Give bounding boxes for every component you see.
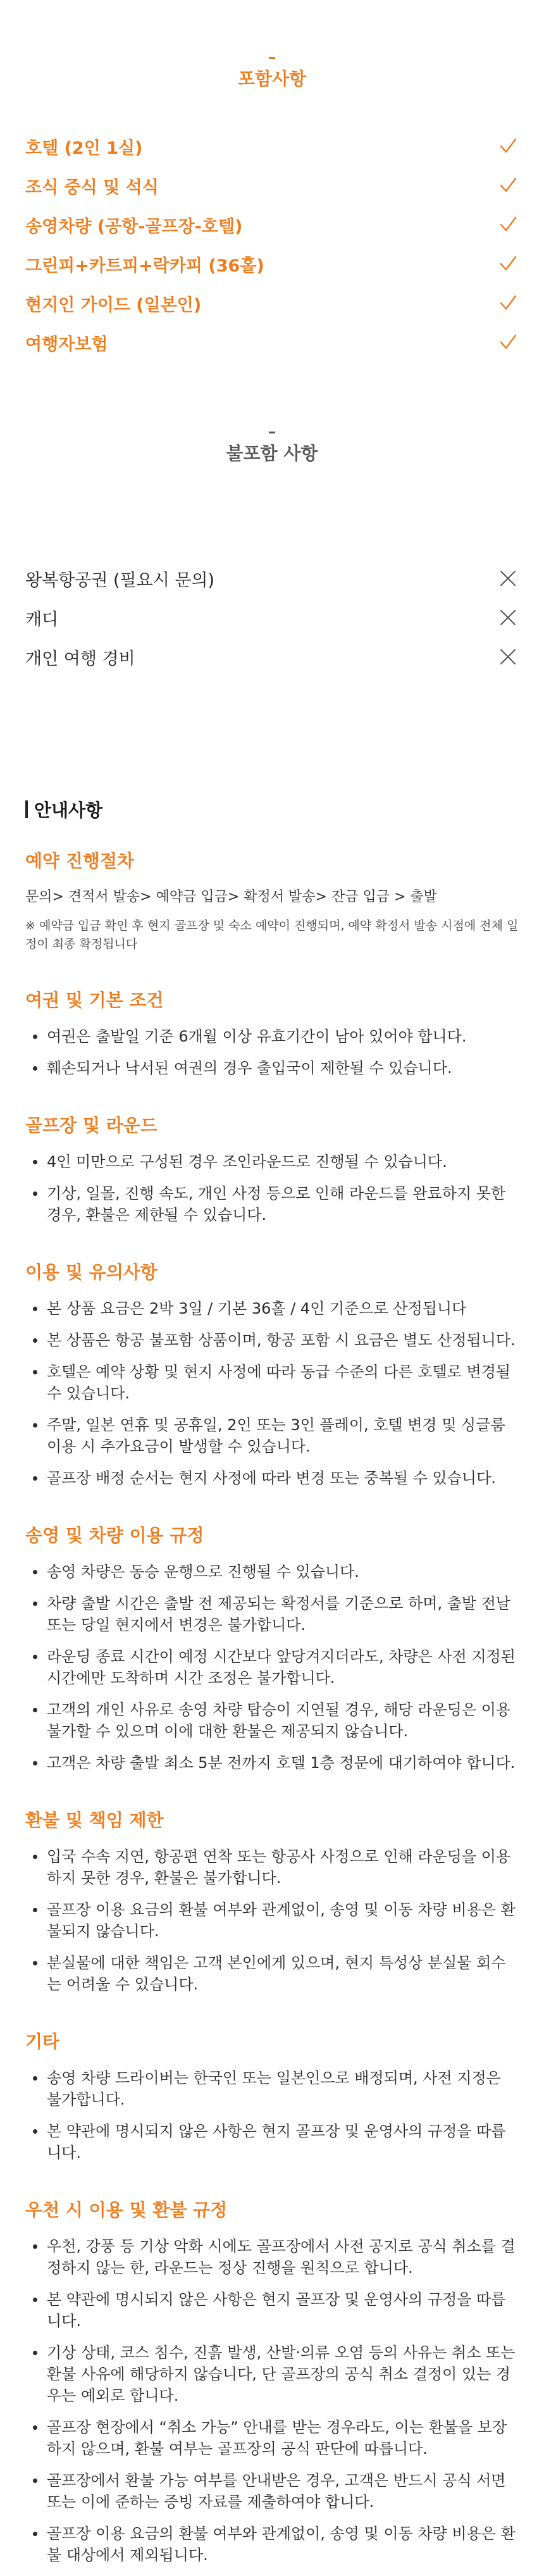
bullet-item: 기상 상태, 코스 침수, 진흙 발생, 산발·의류 오염 등의 사유는 취소 또는 환불 사유에 해당하지 않습니다, 단 골프장의 공식 취소 결정이 있는 경우는 예외로 합니다. (25, 2342, 519, 2406)
bullet-item: 분실물에 대한 책임은 고객 본인에게 있으며, 현지 특성상 분실물 회수는 어려울 수 있습니다. (25, 1952, 519, 1995)
included-item-label: 여행자보험 (25, 334, 108, 354)
included-item-label: 송영차량 (공항-골프장-호텔) (25, 216, 243, 237)
info-subsection (25, 2196, 519, 2566)
info-subsection (25, 2028, 519, 2163)
bullet-item: 고객은 차량 출발 최소 5분 전까지 호텔 1층 정문에 대기하여야 합니다. (25, 1752, 519, 1774)
bullet-list (25, 2236, 519, 2566)
check-icon (497, 175, 519, 196)
included-item (25, 323, 519, 362)
bullet-item: 주말, 일본 연휴 및 공휴일, 2인 또는 3인 플레이, 호텔 변경 및 싱글룸 이용 시 추가요금이 발생할 수 있습니다. (25, 1414, 519, 1457)
included-header (25, 0, 519, 127)
included-item (25, 205, 519, 244)
bullet-item: 본 약관에 명시되지 않은 사항은 현지 골프장 및 운영사의 규정을 따릅니다. (25, 2289, 519, 2332)
info-title (25, 797, 519, 822)
excluded-list (25, 542, 519, 676)
bullet-item: 골프장 이용 요금의 환불 여부와 관계없이, 송영 및 이동 차량 비용은 환불되지 않습니다. (25, 1899, 519, 1942)
title-bar (25, 800, 28, 818)
info-sections (25, 847, 519, 2566)
excluded-item-label: 캐디 (25, 609, 59, 630)
bullet-list (25, 1026, 519, 1079)
included-item-label: 조식 중식 및 석식 (25, 177, 159, 197)
included-item-label: 현지인 가이드 (일본인) (25, 295, 202, 315)
close-icon (497, 646, 519, 668)
close-icon (497, 568, 519, 589)
subsection-heading: 예약 진행절차 (25, 850, 135, 871)
bullet-item: 본 약관에 명시되지 않은 사항은 현지 골프장 및 운영사의 규정을 따릅니다. (25, 2120, 519, 2163)
info-subsection (25, 1112, 519, 1226)
bullet-item: 호텔은 예약 상황 및 현지 사정에 따라 동급 수준의 다른 호텔로 변경될 수 있습니다. (25, 1361, 519, 1404)
bullet-item: 기상, 일몰, 진행 속도, 개인 사정 등으로 인해 라운드를 완료하지 못한 경우, 환불은 제한될 수 있습니다. (25, 1183, 519, 1226)
check-icon (497, 332, 519, 353)
subsection-heading: 이용 및 유의사항 (25, 1262, 158, 1283)
bullet-item: 4인 미만으로 구성된 경우 조인라운드로 진행될 수 있습니다. (25, 1151, 519, 1173)
excluded-item (25, 598, 519, 637)
bullet-item: 차량 출발 시간은 출발 전 제공되는 확정서를 기준으로 하며, 출발 전날 또는 당일 현지에서 변경은 불가합니다. (25, 1593, 519, 1636)
bullet-item: 송영 차량은 동승 운행으로 진행될 수 있습니다. (25, 1561, 519, 1583)
included-item (25, 283, 519, 323)
check-icon (497, 214, 519, 235)
included-item-label: 호텔 (2인 1실) (25, 138, 143, 158)
excluded-item-label: 개인 여행 경비 (25, 649, 135, 669)
excluded-item (25, 559, 519, 598)
bullet-list (25, 1561, 519, 1774)
bullet-item: 골프장 배정 순서는 현지 사정에 따라 변경 또는 중복될 수 있습니다. (25, 1467, 519, 1489)
bullet-item: 훼손되거나 낙서된 여권의 경우 출입국이 제한될 수 있습니다. (25, 1057, 519, 1079)
bullet-item: 본 상품은 항공 불포함 상품이며, 항공 포함 시 요금은 별도 산정됩니다. (25, 1329, 519, 1351)
bullet-list (25, 2067, 519, 2163)
subsection-heading: 송영 및 차량 이용 규정 (25, 1525, 204, 1546)
bullet-item: 골프장에서 환불 가능 여부를 안내받은 경우, 고객은 반드시 공식 서면 또는 이에 준하는 증빙 자료를 제출하여야 합니다. (25, 2470, 519, 2513)
excluded-item-label: 왕복항공권 (필요시 문의) (25, 570, 215, 590)
bullet-item: 입국 수속 지연, 항공편 연착 또는 항공사 사정으로 인해 라운딩을 이용하지 못한 경우, 환불은 불가합니다. (25, 1846, 519, 1889)
bullet-item: 우천, 강풍 등 기상 악화 시에도 골프장에서 사전 공지로 공식 취소를 결정하지 않는 한, 라운드는 정상 진행을 원칙으로 합니다. (25, 2236, 519, 2279)
bullet-item: 본 상품 요금은 2박 3일 / 기본 36홀 / 4인 기준으로 산정됩니다 (25, 1298, 519, 1319)
included-item-label: 그린피+카트피+락카피 (36홀) (25, 256, 264, 276)
info-subsection (25, 986, 519, 1079)
info-subsection (25, 847, 519, 954)
included-item (25, 166, 519, 205)
close-icon (497, 607, 519, 628)
included-title: 포함사항 (237, 68, 307, 89)
subsection-heading: 환불 및 책임 제한 (25, 1810, 164, 1831)
bullet-item: 여권은 출발일 기준 6개월 이상 유효기간이 남아 있어야 합니다. (25, 1026, 519, 1047)
bullet-item: 라운딩 종료 시간이 예정 시간보다 앞당겨지더라도, 차량은 사전 지정된 시간에만 도착하며 시간 조정은 불가합니다. (25, 1646, 519, 1689)
info-subsection (25, 1522, 519, 1774)
included-item (25, 244, 519, 283)
header-dash (269, 57, 275, 59)
check-icon (497, 253, 519, 275)
bullet-item: 골프장 이용 요금의 환불 여부와 관계없이, 송영 및 이동 차량 비용은 환불 대상에서 제외됩니다. (25, 2523, 519, 2566)
info-subsection (25, 1807, 519, 1995)
bullet-list (25, 1846, 519, 1995)
check-icon (497, 135, 519, 157)
subsection-note: ※ 예약금 입금 확인 후 현지 골프장 및 숙소 예약이 진행되며, 예약 확정서 발송 시점에 전체 일정이 최종 확정됩니다 (25, 919, 519, 951)
check-icon (497, 292, 519, 314)
included-item (25, 127, 519, 166)
bullet-item: 고객의 개인 사유로 송영 차량 탑승이 지연될 경우, 해당 라운딩은 이용 불가할 수 있으며 이에 대한 환불은 제공되지 않습니다. (25, 1699, 519, 1742)
bullet-list (25, 1298, 519, 1489)
excluded-item (25, 637, 519, 676)
subsection-heading: 골프장 및 라운드 (25, 1115, 158, 1136)
info-subsection (25, 1259, 519, 1489)
excluded-title: 불포함 사항 (226, 443, 318, 464)
subsection-heading: 우천 시 이용 및 환불 규정 (25, 2200, 228, 2220)
header-dash (269, 432, 275, 433)
subsection-text: 문의> 견적서 발송> 예약금 입금> 확정서 발송> 잔금 입금 > 출발 (25, 889, 437, 905)
bullet-list (25, 1151, 519, 1226)
info-title-text: 안내사항 (34, 800, 103, 821)
excluded-header (25, 362, 519, 542)
bullet-item: 골프장 현장에서 “취소 가능” 안내를 받는 경우라도, 이는 환불을 보장하지 않으며, 환불 여부는 골프장의 공식 판단에 따릅니다. (25, 2417, 519, 2460)
subsection-heading: 기타 (25, 2031, 60, 2052)
included-list (25, 127, 519, 362)
subsection-heading: 여권 및 기본 조건 (25, 990, 164, 1011)
bullet-item: 송영 차량 드라이버는 한국인 또는 일본인으로 배정되며, 사전 지정은 불가합니다. (25, 2067, 519, 2110)
